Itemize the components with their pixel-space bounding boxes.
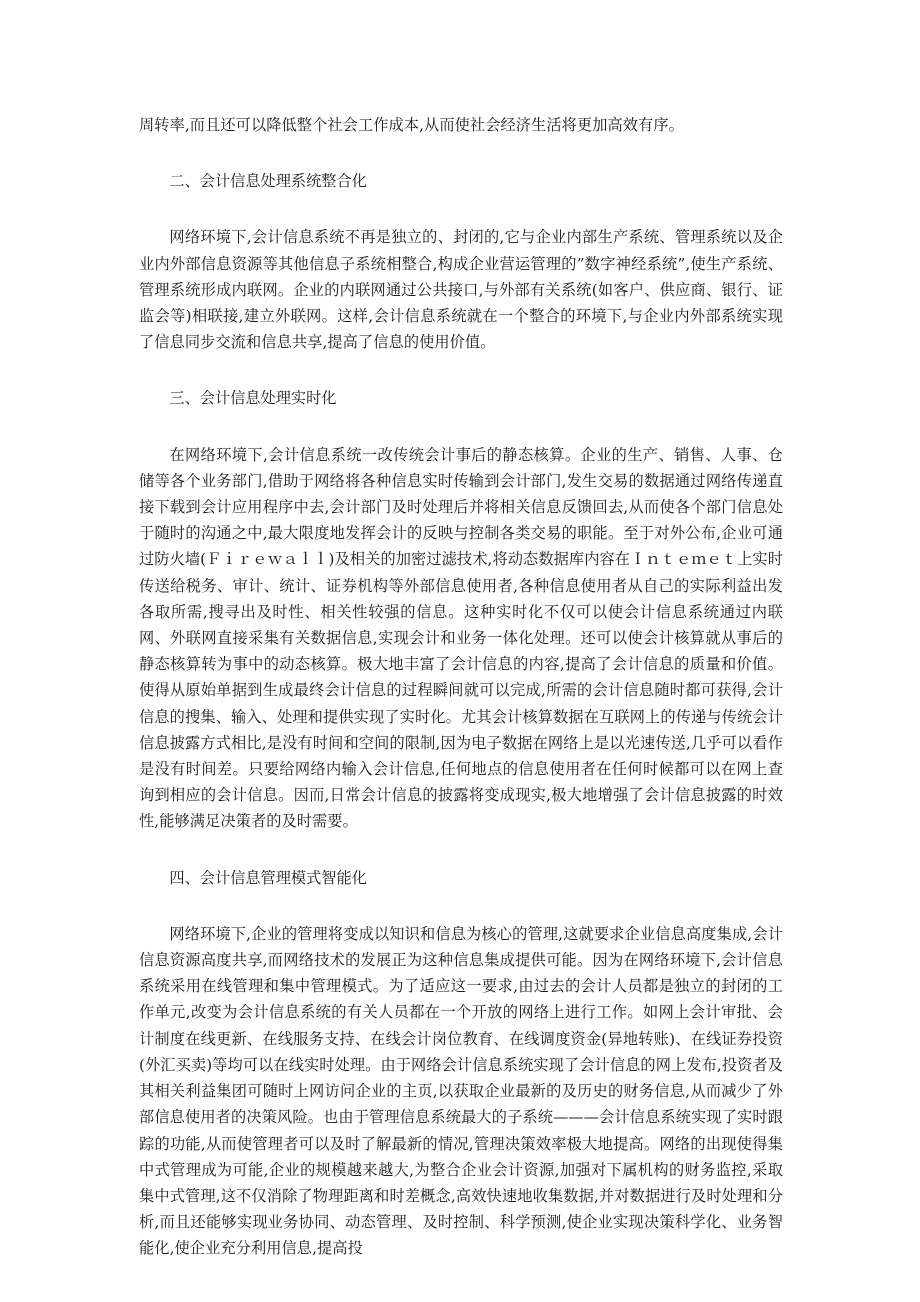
section-heading-4: 四、会计信息管理模式智能化 xyxy=(169,868,367,887)
section-heading-3: 三、会计信息处理实时化 xyxy=(169,389,337,408)
spacer xyxy=(139,355,783,385)
paragraph-integration: 网络环境下,会计信息系统不再是独立的、封闭的,它与企业内部生产系统、管理系统以及企业内外部信息资源等其他信息子系统相整合,构成企业营运管理的”数字神经系统”,使生产系统、管理系统形成内联网。企业的内联网通过公共接口,与外部有关系统(如客户、供应商、银行、证监会等)相联接,建立外联网。这样,会计信息系统就在一个整合的环境下,与企业内外部系统实现了信息同步交流和信息共享,提高了信息的使用价值。 xyxy=(139,228,783,352)
document-body xyxy=(139,112,783,1262)
spacer xyxy=(139,194,783,224)
spacer xyxy=(139,138,783,168)
paragraph-continued: 周转率,而且还可以降低整个社会工作成本,从而使社会经济生活将更加高效有序。 xyxy=(139,116,684,134)
paragraph-realtime: 在网络环境下,会计信息系统一改传统会计事后的静态核算。企业的生产、销售、人事、仓储等各个业务部门,借助于网络将各种信息实时传输到会计部门,发生交易的数据通过网络传递直接下载到会计应用程序中去,会计部门及时处理后并将相关信息反馈回去,从而使各个部门信息处于随时的沟通之中,最大限度地发挥会计的反映与控制各类交易的职能。至于对外公布,企业可通过防火墙(Ｆｉｒｅｗａｌｌ)及相关的加密过滤技术,将动态数据库内容在Ｉｎｔｅｍｅｔ上实时传送给税务、审计、统计、证券机构等外部信息使用者,各种信息使用者从自己的实际利益出发各取所需,搜寻出及时性、相关性较强的信息。这种实时化不仅可以使会计信息系统通过内联网、外联网直接采集有关数据信息,实现会计和业务一体化处理。还可以使会计核算就从事后的静态核算转为事中的动态核算。极大地丰富了会计信息的内容,提高了会计信息的质量和价值。使得从原始单据到生成最终会计信息的过程瞬间就可以完成,所需的会计信息随时都可获得,会计信息的搜集、输入、处理和提供实现了实时化。尤其会计核算数据在互联网上的传递与传统会计信息披露方式相比,是没有时间和空间的限制,因为电子数据在网络上是以光速传送,几乎可以看作是没有时间差。只要给网络内输入会计信息,任何地点的信息使用者在任何时候都可以在网上查询到相应的会计信息。因而,日常会计信息的披露将变成现实,极大地增强了会计信息披露的时效性,能够满足决策者的及时需要。 xyxy=(139,445,783,831)
section-heading-2: 二、会计信息处理系统整合化 xyxy=(169,172,367,191)
spacer xyxy=(139,891,783,921)
spacer xyxy=(139,835,783,865)
spacer xyxy=(139,412,783,442)
paragraph-intelligent: 网络环境下,企业的管理将变成以知识和信息为核心的管理,这就要求企业信息高度集成,会计信息资源高度共享,而网络技术的发展正为这种信息集成提供可能。因为在网络环境下,会计信息系统采用在线管理和集中管理模式。为了适应这一要求,由过去的会计人员都是独立的封闭的工作单元,改变为会计信息系统的有关人员都在一个开放的网络上进行工作。如网上会计审批、会计制度在线更新、在线服务支持、在线会计岗位教育、在线调度资金(异地转账)、在线证券投资(外汇买卖)等均可以在线实时处理。由于网络会计信息系统实现了会计信息的网上发布,投资者及其相关利益集团可随时上网访问企业的主页,以获取企业最新的及历史的财务信息,从而减少了外部信息使用者的决策风险。也由于管理信息系统最大的子系统———会计信息系统实现了实时跟踪的功能,从而使管理者可以及时了解最新的情况,管理决策效率极大地提高。网络的出现使得集中式管理成为可能,企业的规模越来越大,为整合企业会计资源,加强对下属机构的财务监控,采取集中式管理,这不仅消除了物理距离和时差概念,高效快速地收集数据,并对数据进行及时处理和分析,而且还能够实现业务协同、动态管理、及时控制、科学预测,使企业实现决策科学化、业务智能化,使企业充分利用信息,提高投 xyxy=(139,924,783,1258)
